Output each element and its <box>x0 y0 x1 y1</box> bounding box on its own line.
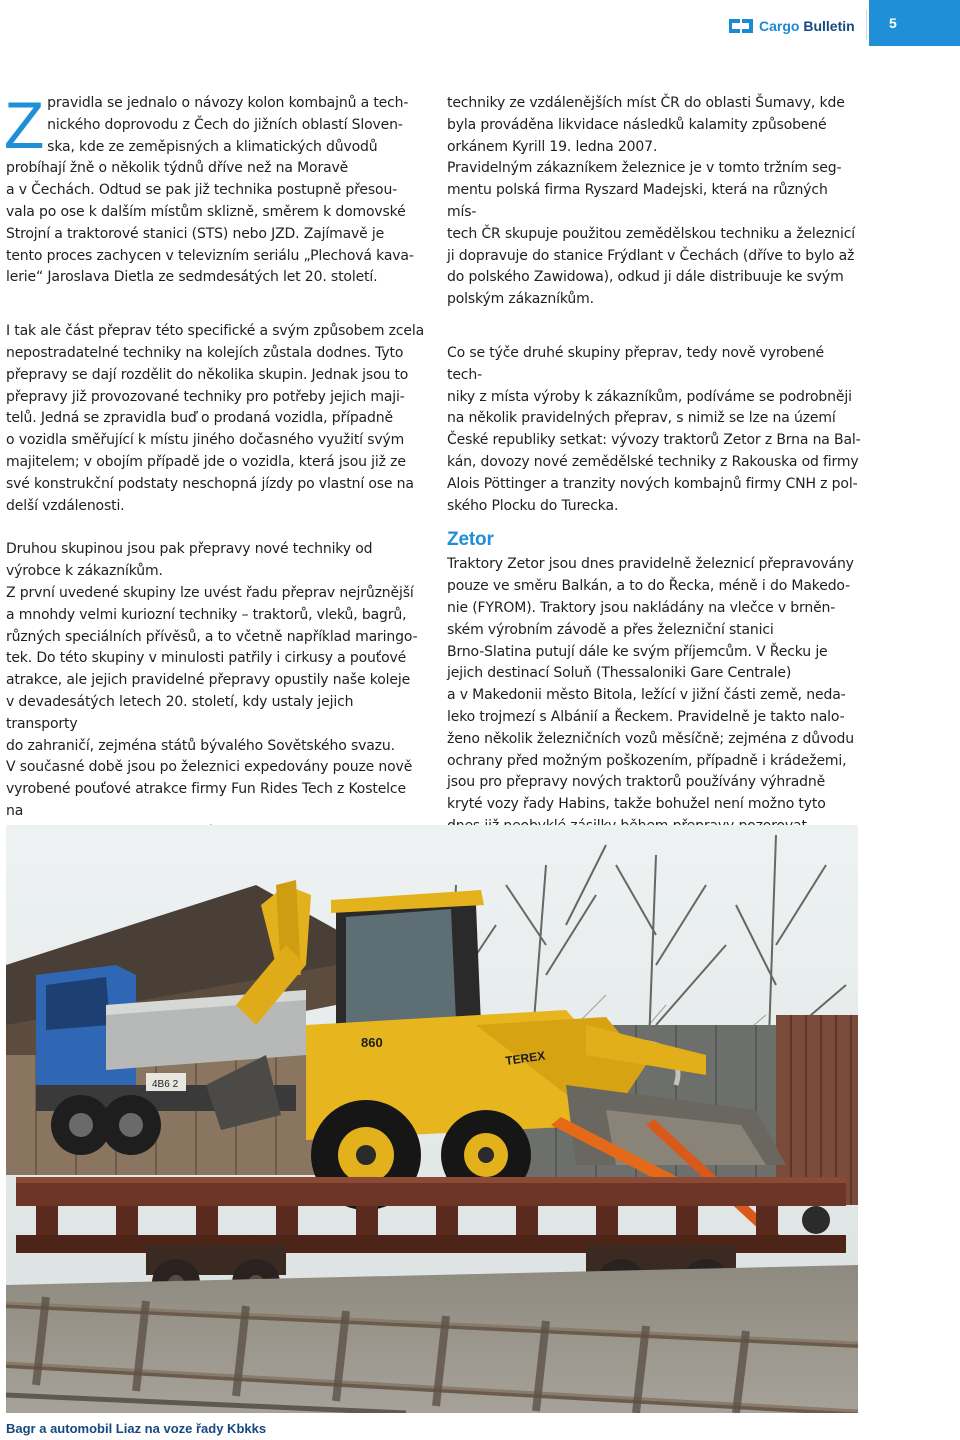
cargo-bulletin-brand <box>729 16 855 36</box>
photo-caption: Bagr a automobil Liaz na voze řady Kbkks <box>6 1421 267 1436</box>
article-photo <box>6 825 858 1413</box>
left-paragraph-3: Druhou skupinou jsou pak přepravy nové techniky od výrobce k zákazníkům. Z první uvedené skupiny lze uvést řadu přeprav nejrůznější a mnohdy velmi kuriozní techniky – traktorů, vleků, bagrů, různých speciálních přívěsů, a to včetně například maringo- tek. Do této skupiny v minulosti patřily i cirkusy a pouťové atrakce, ale jejich pravidelné přepravy opustily naše koleje v devadesátých letech 20. století, kdy ustaly jejich transporty do zahraničí, zejména států bývalého Sovětského svazu. V současné době jsou po železnici expedovány pouze nově vyrobené pouťové atrakce firmy Fun Rides Tech z Kostelce na <box>6 541 418 819</box>
cd-cargo-logo-icon <box>729 19 753 33</box>
header-divider <box>866 10 867 40</box>
page-header <box>0 0 960 50</box>
article-left-column <box>4 88 426 866</box>
brand-title <box>759 18 855 34</box>
section-heading-zetor: Zetor <box>447 529 494 551</box>
intro-paragraph-text: pravidla se jednalo o návozy kolon kombajnů a tech- nického doprovodu z Čech do jižních oblastí Sloven- ska, kde ze zeměpisných a klimatických důvodů probíhají žně o několik týdnů dříve než na Moravě a v Čechách. Odtud se pak již technika postupně přesou- vala po ose k dalším místům sklizně, směrem k domovské Strojní a traktorové stanici (STS) nebo JZD. Zajímavě je tento proces zachycen v televizním seriálu „Plechová kava- lerie“ Jaroslava Dietla ze sedmdesátých let 20. století. <box>6 95 414 286</box>
page-number: 5 <box>869 0 960 46</box>
right-paragraph-2: Co se týče druhé skupiny přeprav, tedy nově vyrobené tech- niky z místa výroby k zákazníkům, podíváme se podrobněji na několik pravidelných přeprav, s nimiž se lze na území České republiky setkat: vývozy traktorů Zetor z Brna na Bal- kán, dovozy nové zemědělské techniky z Rakouska od firmy Alois Pöttinger a tranzity nových kombajnů firmy CNH z pol- ského Plocku do Turecka. <box>447 344 861 514</box>
right-paragraph-1: techniky ze vzdálenějších míst ČR do oblasti Šumavy, kde byla prováděna likvidace následků kalamity způsobené orkánem Kyrill 19. ledna 2007. Pravidelným zákazníkem železnice je v tomto tržním seg- mentu polská firma Ryszard Madejski, která na různých mís- tech ČR skupuje použitou zemědělskou techniku a železnicí ji dopravuje do stanice Frýdlant v Čechách (dříve to bylo až do polského Zawidowa), odkud ji dále distribuuje ke svým polským zákazníkům. <box>447 95 856 308</box>
digger-on-railcar-illustration <box>6 825 858 1413</box>
digger-model-text: 860 <box>361 1035 383 1050</box>
brand-title-bulletin: Bulletin <box>803 18 855 34</box>
brand-title-cargo: Cargo <box>759 18 800 34</box>
article-right-column <box>447 93 861 860</box>
left-paragraph-2: I tak ale část přeprav této specifické a svým způsobem zcela nepostradatelné techniky na kolejích zůstala dodnes. Tyto přepravy se dají rozdělit do několika skupin. Jednak jsou to přepravy již provozované techniky pro potřeby jejich maji- telů. Jedná se zpravidla buď o prodaná vozidla, případně o vozidla směřující k místu jiného dočasného využití svým majitelem; v obojím případě jde o vozidla, která jsou již ze své konstrukční podstaty neschopná jízdy po vlastní ose na delší vzdálenosti. <box>6 323 424 514</box>
intro-paragraph <box>4 88 426 289</box>
truck-plate: 4B6 2 <box>152 1079 179 1090</box>
drop-cap: Z <box>4 88 45 162</box>
right-paragraph-3: Traktory Zetor jsou dnes pravidelně železnicí přepravovány pouze ve směru Balkán, a to do Řecka, méně i do Makedo- nie (FYROM). Traktory jsou nakládány na vlečce v brněn- ském výrobním závodě a přes železniční stanici Brno-Slatina putují dále ke svým příjemcům. V Řecku je jejich destinací Soluň (Thessaloniki Gare Centrale) a v Makedonii město Bitola, ležící v jižní části země, neda- leko trojmezí s Albánií a Řeckem. Pravidelně je takto nalo- ženo několik železničních vozů měsíčně; zejména z důvodu ochrany před možným poškozením, případně i krádežemi, jsou pro přepravy nových traktorů používány výhradně kryté vozy řady Habins, takže bohužel není možno tyto <box>447 556 854 813</box>
digger-brand-text: TEREX <box>504 1048 547 1068</box>
